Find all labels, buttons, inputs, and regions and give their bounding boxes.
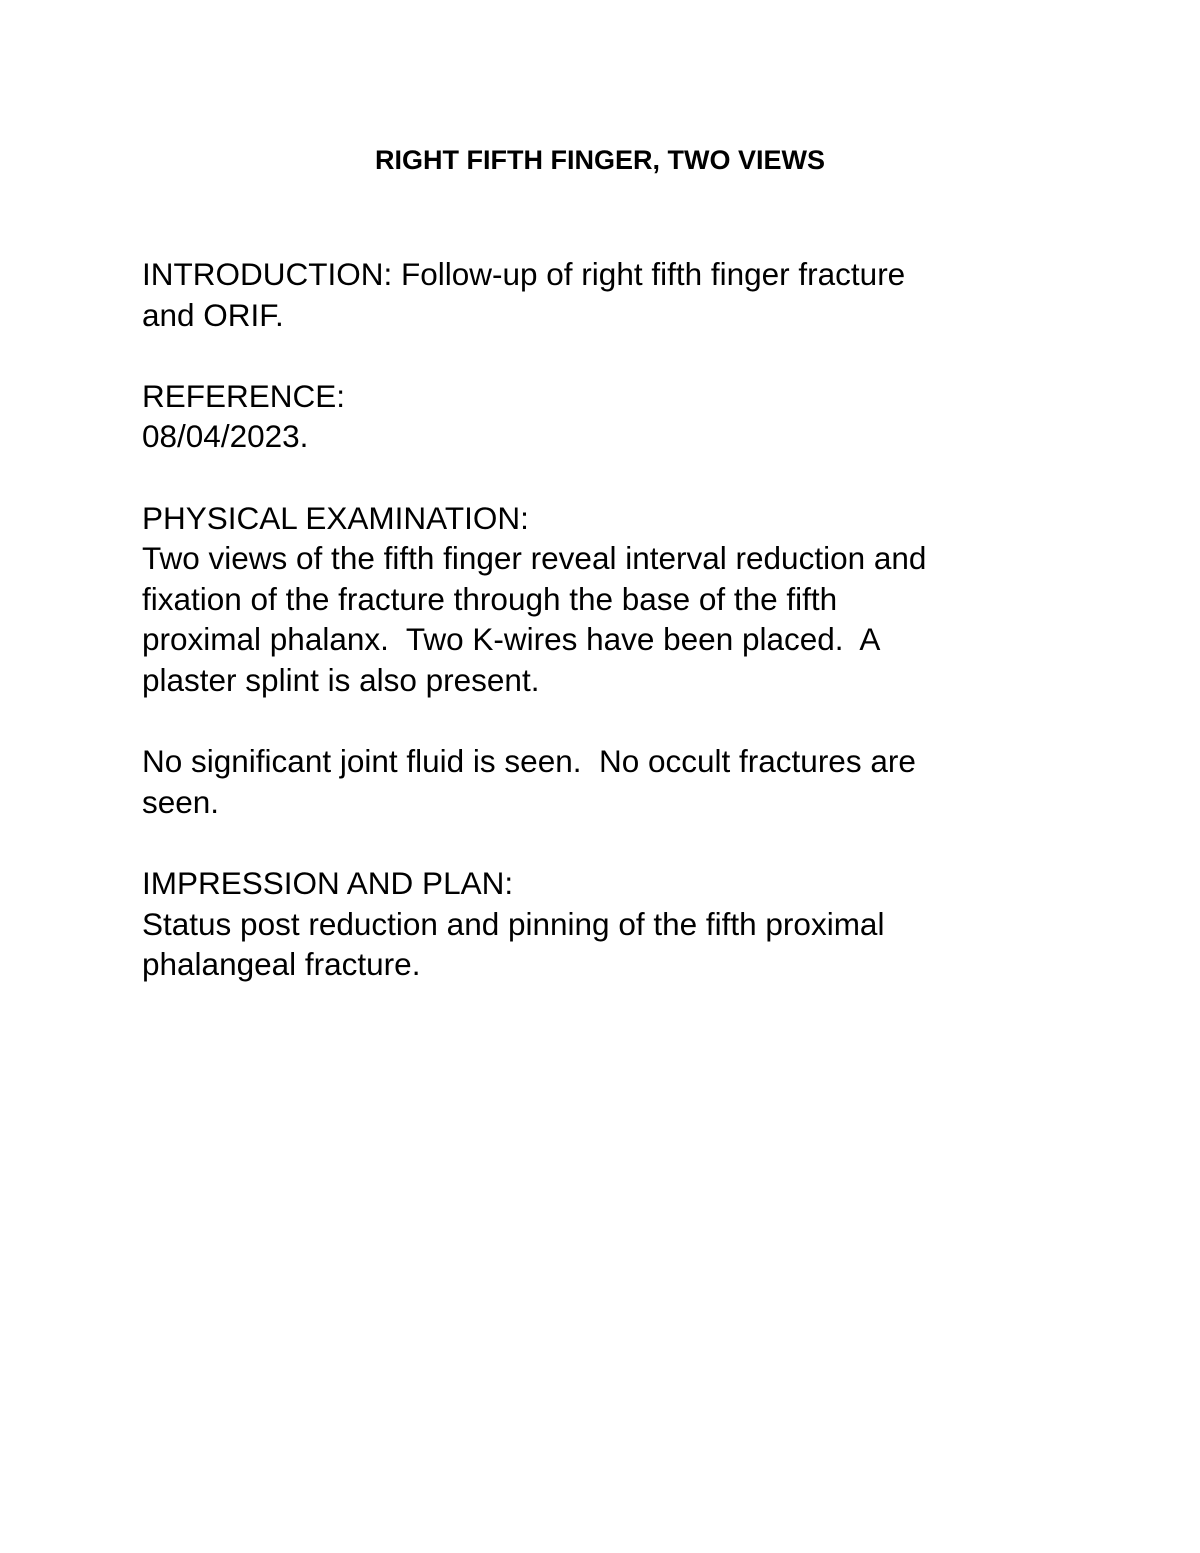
physical-examination-line: Two views of the fifth finger reveal interval reduction and: [142, 540, 927, 577]
introduction-section: [142, 254, 1042, 335]
findings-section: [142, 741, 1042, 822]
findings-line: No significant joint fluid is seen. No occult fractures are: [142, 743, 916, 780]
physical-examination-heading: PHYSICAL EXAMINATION:: [142, 499, 529, 536]
physical-examination-section: [142, 498, 1042, 701]
impression-line: phalangeal fracture.: [142, 946, 421, 983]
reference-section: [142, 376, 1042, 457]
impression-heading: IMPRESSION AND PLAN:: [142, 864, 514, 901]
impression-section: [142, 863, 1042, 985]
findings-line: seen.: [142, 783, 220, 820]
physical-examination-line: plaster splint is also present.: [142, 661, 540, 698]
impression-line: Status post reduction and pinning of the fifth proximal: [142, 905, 885, 942]
physical-examination-line: fixation of the fracture through the base of the fifth: [142, 580, 838, 617]
introduction-line: and ORIF.: [142, 296, 284, 333]
introduction-line: INTRODUCTION: Follow-up of right fifth finger fracture: [142, 256, 906, 292]
report-body: [142, 254, 1042, 1025]
report-title: RIGHT FIFTH FINGER, TWO VIEWS: [375, 145, 825, 175]
reference-date: 08/04/2023.: [142, 418, 309, 455]
reference-heading: REFERENCE:: [142, 377, 346, 414]
physical-examination-line: proximal phalanx. Two K-wires have been placed. A: [142, 621, 881, 658]
